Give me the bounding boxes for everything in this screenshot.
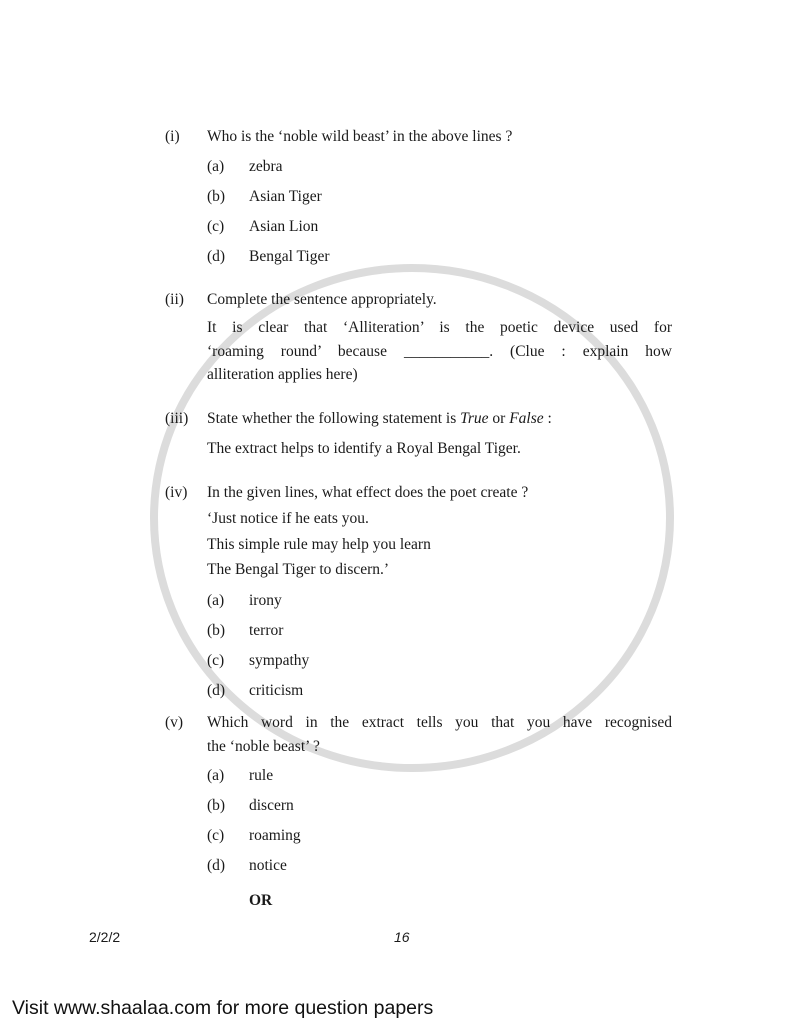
question-text	[207, 711, 672, 758]
question-number: (iv)	[165, 484, 188, 501]
option-text: criticism	[249, 682, 304, 699]
option-label: (d)	[207, 682, 226, 699]
question-text: Who is the ‘noble wild beast’ in the above lines ?	[207, 128, 513, 145]
text-line: the ‘noble beast’ ?	[207, 737, 320, 755]
question-number: (i)	[165, 128, 180, 145]
option-text: Asian Lion	[249, 218, 319, 235]
option-text: roaming	[249, 827, 301, 844]
quote-line: The Bengal Tiger to discern.’	[207, 561, 390, 578]
option-text: Bengal Tiger	[249, 248, 330, 265]
option-text: terror	[249, 622, 284, 639]
quote-line: This simple rule may help you learn	[207, 536, 431, 553]
option-text: Asian Tiger	[249, 188, 322, 205]
body-line: It is clear that ‘Alliteration’ is the poetic device used for	[207, 319, 672, 336]
option-text: discern	[249, 797, 294, 814]
visit-banner: Visit www.shaalaa.com for more question papers	[12, 997, 434, 1019]
statement: The extract helps to identify a Royal Bengal Tiger.	[207, 440, 521, 457]
option-label: (c)	[207, 827, 225, 844]
option-label: (a)	[207, 767, 225, 784]
option-label: (a)	[207, 158, 225, 175]
option-label: (b)	[207, 622, 226, 639]
option-text: zebra	[249, 158, 283, 175]
option-label: (b)	[207, 797, 226, 814]
text-line: Which word in the extract tells you that you have recognised	[207, 714, 672, 731]
true-word: True	[460, 410, 489, 427]
question-text	[207, 409, 552, 429]
option-label: (c)	[207, 652, 225, 669]
text: or	[488, 410, 510, 427]
option-label: (b)	[207, 188, 226, 205]
option-text: sympathy	[249, 652, 310, 669]
option-text: irony	[249, 592, 282, 609]
question-text: In the given lines, what effect does the poet create ?	[207, 484, 529, 501]
question-number: (ii)	[165, 291, 184, 308]
body-line: alliteration applies here)	[207, 366, 358, 383]
text: :	[543, 410, 552, 427]
option-text: rule	[249, 767, 274, 784]
question-body	[207, 316, 672, 387]
body-line: ‘roaming round’ because ___________. (Clue : explain how	[207, 342, 672, 360]
option-label: (c)	[207, 218, 225, 235]
question-number: (iii)	[165, 410, 189, 427]
option-label: (d)	[207, 857, 226, 874]
paper-code: 2/2/2	[89, 929, 121, 945]
or-separator: OR	[249, 892, 273, 909]
false-word: False	[509, 410, 544, 427]
question-text: Complete the sentence appropriately.	[207, 291, 437, 308]
option-label: (a)	[207, 592, 225, 609]
quote-line: ‘Just notice if he eats you.	[207, 510, 369, 527]
text: State whether the following statement is	[207, 410, 461, 427]
option-label: (d)	[207, 248, 226, 265]
question-number: (v)	[165, 714, 184, 731]
option-text: notice	[249, 857, 287, 874]
page-number: 16	[394, 929, 410, 945]
